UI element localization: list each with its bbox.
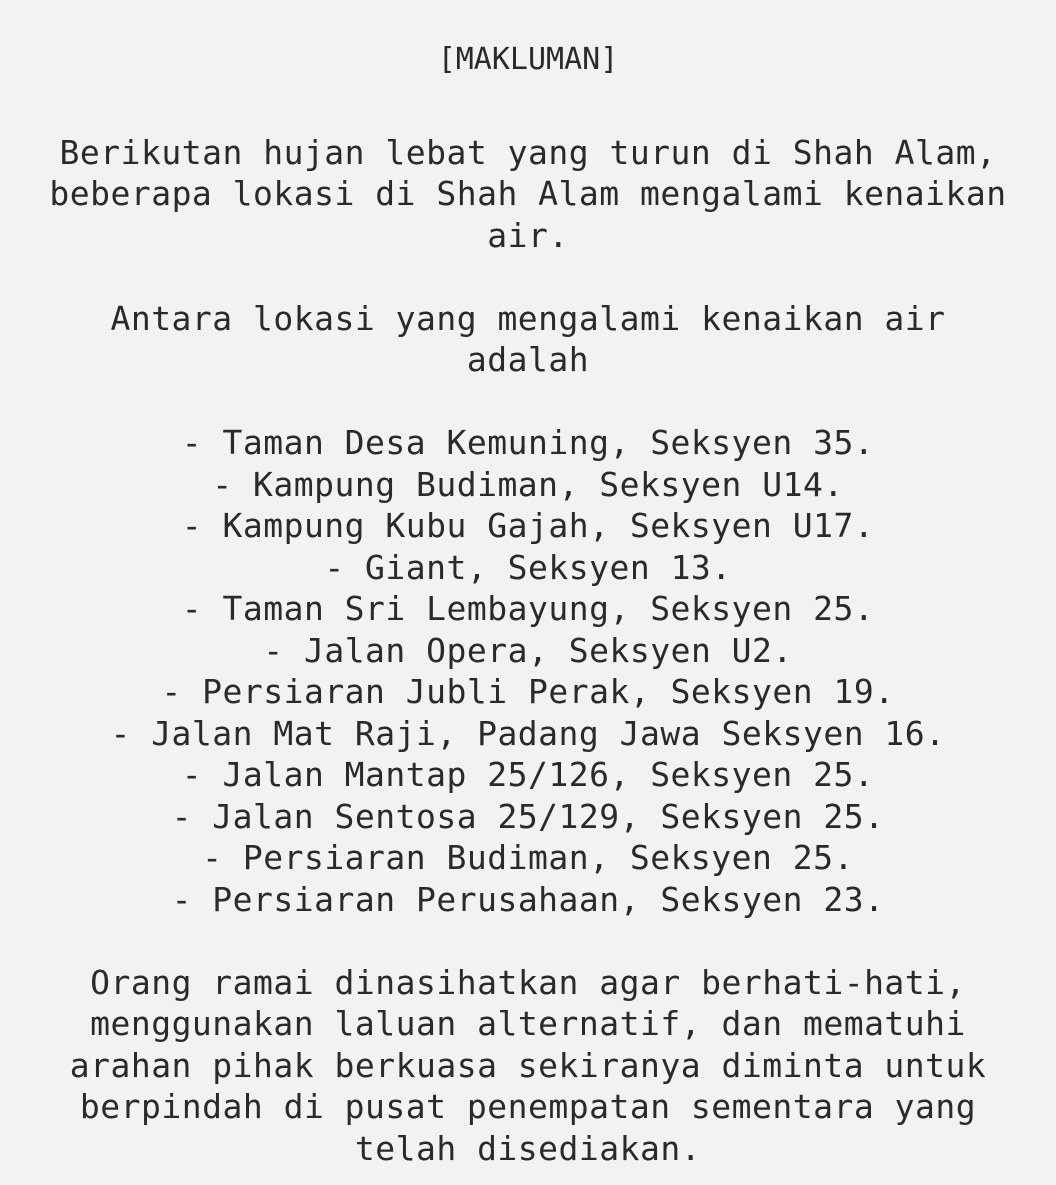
- spacer: [0, 920, 1056, 962]
- list-item: - Jalan Mantap 25/126, Seksyen 25.: [181, 755, 875, 794]
- location-list: [0, 422, 1056, 920]
- list-item: - Taman Sri Lembayung, Seksyen 25.: [181, 589, 875, 628]
- list-item: - Persiaran Perusahaan, Seksyen 23.: [171, 879, 885, 919]
- spacer: [0, 90, 1056, 132]
- spacer: [0, 256, 1056, 298]
- list-item: - Persiaran Jubli Perak, Seksyen 19.: [161, 672, 895, 711]
- notice-title: [MAKLUMAN]: [437, 42, 619, 77]
- list-item: - Persiaran Budiman, Seksyen 25.: [202, 838, 854, 877]
- list-item: - Jalan Opera, Seksyen U2.: [263, 630, 793, 670]
- notice-document: [0, 30, 1056, 1169]
- list-item: - Jalan Mat Raji, Padang Jawa Seksyen 16.: [110, 713, 946, 753]
- list-item: - Giant, Seksyen 13.: [324, 547, 732, 587]
- list-item: - Kampung Kubu Gajah, Seksyen U17.: [181, 506, 875, 545]
- list-item: - Jalan Sentosa 25/129, Seksyen 25.: [171, 796, 885, 836]
- advice-paragraph: Orang ramai dinasihatkan agar berhati-hati, menggunakan laluan alternatif, dan mematuhi arahan pihak berkuasa sekiranya diminta untuk berpindah di pusat penempatan sementara yang telah disediakan.: [69, 962, 987, 1168]
- list-item: - Taman Desa Kemuning, Seksyen 35.: [181, 423, 875, 462]
- intro-paragraph: Berikutan hujan lebat yang turun di Shah Alam, beberapa lokasi di Shah Alam mengalami kenaikan air.: [49, 132, 1007, 255]
- lead-paragraph: Antara lokasi yang mengalami kenaikan air adalah: [110, 298, 946, 379]
- spacer: [0, 381, 1056, 423]
- list-item: - Kampung Budiman, Seksyen U14.: [212, 464, 844, 504]
